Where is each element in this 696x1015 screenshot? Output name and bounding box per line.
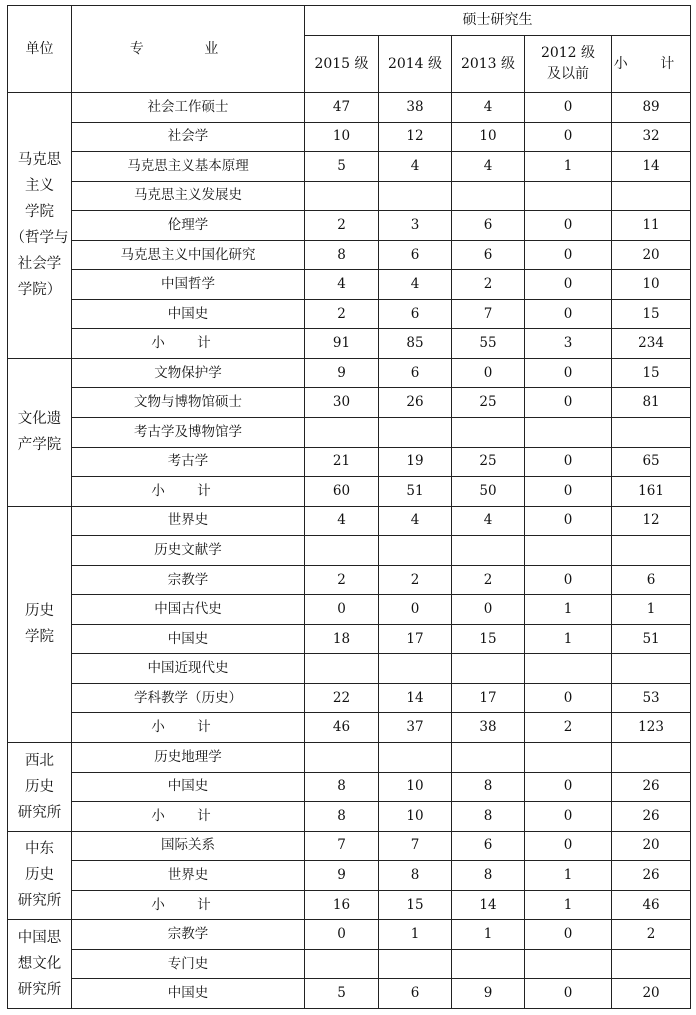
value-cell: [305, 418, 379, 448]
value-cell: [379, 536, 452, 566]
table-row: [8, 358, 691, 388]
unit-cell: [8, 743, 72, 832]
table-row: [8, 240, 691, 270]
unit-line: 想文化: [17, 956, 62, 973]
value-cell: 4: [452, 152, 525, 182]
value-cell: [525, 536, 612, 566]
table-row: [8, 624, 691, 654]
value-cell: 0: [452, 358, 525, 388]
table-row: [8, 211, 691, 241]
value-cell: [379, 654, 452, 684]
unit-line: 主义: [25, 178, 54, 195]
value-cell: 4: [305, 506, 379, 536]
value-cell: 20: [612, 979, 691, 1009]
value-cell: [612, 654, 691, 684]
major-cell: 中国史: [72, 979, 305, 1009]
value-cell: 1: [525, 624, 612, 654]
value-cell: 2: [612, 920, 691, 950]
value-cell: 81: [612, 388, 691, 418]
value-cell: 85: [379, 329, 452, 359]
value-cell: [612, 743, 691, 773]
table-row: [8, 743, 691, 773]
table-row: [8, 920, 691, 950]
major-cell: 中国史: [72, 772, 305, 802]
value-cell: 51: [379, 477, 452, 507]
unit-line: 西北: [25, 752, 54, 769]
header-col-subtotal: 小 计: [612, 36, 691, 93]
value-cell: 0: [525, 93, 612, 123]
unit-line: 中东: [25, 841, 54, 858]
major-cell: 小 计: [72, 713, 305, 743]
header-col-2012-line1: 2012 级: [540, 45, 596, 61]
value-cell: 123: [612, 713, 691, 743]
major-cell: 小 计: [72, 890, 305, 920]
value-cell: 6: [379, 240, 452, 270]
unit-line: 研究所: [17, 804, 62, 821]
unit-cell: [8, 93, 72, 359]
value-cell: 10: [379, 772, 452, 802]
value-cell: 14: [452, 890, 525, 920]
value-cell: 8: [305, 240, 379, 270]
value-cell: 9: [305, 861, 379, 891]
value-cell: 6: [379, 358, 452, 388]
value-cell: 1: [379, 920, 452, 950]
value-cell: 17: [452, 683, 525, 713]
value-cell: 14: [379, 683, 452, 713]
unit-line: 历史: [25, 603, 54, 620]
unit-line: 产学院: [17, 437, 62, 454]
value-cell: 0: [525, 506, 612, 536]
major-cell: 宗教学: [72, 565, 305, 595]
unit-line: 马克思: [17, 152, 62, 169]
value-cell: 5: [305, 979, 379, 1009]
value-cell: 26: [612, 772, 691, 802]
value-cell: 9: [452, 979, 525, 1009]
value-cell: 38: [379, 93, 452, 123]
value-cell: 10: [379, 802, 452, 832]
major-cell: 世界史: [72, 506, 305, 536]
value-cell: 1: [525, 890, 612, 920]
major-cell: 小 计: [72, 802, 305, 832]
header-group: 硕士研究生: [305, 6, 691, 36]
major-cell: 小 计: [72, 477, 305, 507]
value-cell: [379, 181, 452, 211]
unit-line: 研究所: [17, 893, 62, 910]
value-cell: 12: [379, 122, 452, 152]
value-cell: 0: [525, 240, 612, 270]
value-cell: 6: [379, 299, 452, 329]
unit-line: 文化遗: [17, 411, 62, 428]
value-cell: 6: [452, 211, 525, 241]
value-cell: [452, 949, 525, 979]
unit-line: 中国思: [17, 930, 62, 947]
value-cell: 8: [452, 772, 525, 802]
value-cell: [525, 181, 612, 211]
value-cell: 8: [452, 802, 525, 832]
table-row: [8, 565, 691, 595]
unit-line: 学院: [25, 629, 54, 646]
value-cell: [525, 418, 612, 448]
major-cell: 小 计: [72, 329, 305, 359]
unit-line: 学院: [25, 204, 54, 221]
value-cell: [452, 181, 525, 211]
major-cell: 考古学及博物馆学: [72, 418, 305, 448]
value-cell: 8: [452, 861, 525, 891]
value-cell: [305, 743, 379, 773]
major-cell: 中国近现代史: [72, 654, 305, 684]
value-cell: 32: [612, 122, 691, 152]
value-cell: 46: [305, 713, 379, 743]
subtotal-row: [8, 713, 691, 743]
value-cell: [305, 181, 379, 211]
value-cell: 91: [305, 329, 379, 359]
unit-line: 历史: [25, 867, 54, 884]
value-cell: 2: [379, 565, 452, 595]
value-cell: 16: [305, 890, 379, 920]
value-cell: 2: [525, 713, 612, 743]
value-cell: 0: [525, 920, 612, 950]
value-cell: 15: [612, 299, 691, 329]
value-cell: [379, 418, 452, 448]
value-cell: 0: [525, 477, 612, 507]
value-cell: 17: [379, 624, 452, 654]
value-cell: 161: [612, 477, 691, 507]
value-cell: 4: [379, 506, 452, 536]
value-cell: 3: [525, 329, 612, 359]
value-cell: 0: [452, 595, 525, 625]
major-cell: 中国史: [72, 299, 305, 329]
value-cell: 6: [379, 979, 452, 1009]
value-cell: 47: [305, 93, 379, 123]
unit-line: 学院）: [17, 282, 62, 299]
value-cell: 8: [305, 802, 379, 832]
value-cell: 3: [379, 211, 452, 241]
major-cell: 马克思主义基本原理: [72, 152, 305, 182]
value-cell: 0: [525, 683, 612, 713]
value-cell: 7: [379, 831, 452, 861]
table-row: [8, 122, 691, 152]
value-cell: 5: [305, 152, 379, 182]
value-cell: 8: [305, 772, 379, 802]
value-cell: 46: [612, 890, 691, 920]
subtotal-row: [8, 329, 691, 359]
value-cell: 26: [612, 802, 691, 832]
value-cell: [379, 743, 452, 773]
table-row: [8, 654, 691, 684]
table-row: [8, 447, 691, 477]
value-cell: 26: [612, 861, 691, 891]
value-cell: 11: [612, 211, 691, 241]
value-cell: 9: [305, 358, 379, 388]
value-cell: 2: [305, 211, 379, 241]
value-cell: 89: [612, 93, 691, 123]
unit-cell: [8, 358, 72, 506]
value-cell: 2: [305, 299, 379, 329]
value-cell: 50: [452, 477, 525, 507]
value-cell: 22: [305, 683, 379, 713]
value-cell: 6: [452, 240, 525, 270]
table-row: [8, 949, 691, 979]
value-cell: [305, 536, 379, 566]
subtotal-row: [8, 890, 691, 920]
table-row: [8, 979, 691, 1009]
value-cell: 14: [612, 152, 691, 182]
unit-line: 社会学: [17, 256, 62, 273]
value-cell: 1: [525, 152, 612, 182]
value-cell: [612, 181, 691, 211]
value-cell: 234: [612, 329, 691, 359]
major-cell: 马克思主义中国化研究: [72, 240, 305, 270]
table-row: [8, 152, 691, 182]
value-cell: 19: [379, 447, 452, 477]
major-cell: 学科教学（历史）: [72, 683, 305, 713]
header-col-2012: [525, 36, 612, 93]
value-cell: 26: [379, 388, 452, 418]
value-cell: 8: [379, 861, 452, 891]
value-cell: 2: [452, 270, 525, 300]
value-cell: 0: [525, 122, 612, 152]
value-cell: 30: [305, 388, 379, 418]
value-cell: 12: [612, 506, 691, 536]
value-cell: [305, 949, 379, 979]
table-row: [8, 270, 691, 300]
major-cell: 历史地理学: [72, 743, 305, 773]
table-row: [8, 418, 691, 448]
value-cell: [612, 536, 691, 566]
value-cell: 4: [452, 506, 525, 536]
value-cell: 7: [452, 299, 525, 329]
major-cell: 文物与博物馆硕士: [72, 388, 305, 418]
value-cell: 20: [612, 831, 691, 861]
value-cell: 1: [525, 861, 612, 891]
value-cell: [612, 418, 691, 448]
header-unit: 单位: [8, 6, 72, 93]
value-cell: 65: [612, 447, 691, 477]
major-cell: 专门史: [72, 949, 305, 979]
value-cell: 10: [452, 122, 525, 152]
value-cell: 18: [305, 624, 379, 654]
value-cell: 0: [525, 388, 612, 418]
value-cell: 51: [612, 624, 691, 654]
value-cell: 0: [525, 358, 612, 388]
value-cell: [452, 536, 525, 566]
value-cell: 7: [305, 831, 379, 861]
value-cell: 10: [305, 122, 379, 152]
value-cell: 15: [612, 358, 691, 388]
value-cell: [379, 949, 452, 979]
major-cell: 社会学: [72, 122, 305, 152]
value-cell: 2: [305, 565, 379, 595]
value-cell: 1: [525, 595, 612, 625]
value-cell: 1: [452, 920, 525, 950]
enrollment-table: [7, 5, 691, 1009]
value-cell: 0: [525, 447, 612, 477]
value-cell: [525, 654, 612, 684]
value-cell: 4: [379, 152, 452, 182]
table-row: [8, 506, 691, 536]
value-cell: 0: [525, 299, 612, 329]
value-cell: [452, 418, 525, 448]
value-cell: 0: [305, 920, 379, 950]
subtotal-row: [8, 477, 691, 507]
value-cell: 0: [525, 211, 612, 241]
table-row: [8, 388, 691, 418]
table-row: [8, 861, 691, 891]
header-col-2013: 2013 级: [452, 36, 525, 93]
value-cell: 6: [612, 565, 691, 595]
major-cell: 考古学: [72, 447, 305, 477]
major-cell: 中国哲学: [72, 270, 305, 300]
major-cell: 历史文献学: [72, 536, 305, 566]
value-cell: 21: [305, 447, 379, 477]
value-cell: 0: [525, 772, 612, 802]
value-cell: 60: [305, 477, 379, 507]
table-row: [8, 299, 691, 329]
value-cell: 4: [305, 270, 379, 300]
value-cell: [525, 743, 612, 773]
value-cell: 37: [379, 713, 452, 743]
major-cell: 伦理学: [72, 211, 305, 241]
unit-cell: [8, 920, 72, 1009]
table-row: [8, 181, 691, 211]
value-cell: 6: [452, 831, 525, 861]
major-cell: 马克思主义发展史: [72, 181, 305, 211]
major-cell: 社会工作硕士: [72, 93, 305, 123]
value-cell: 15: [379, 890, 452, 920]
subtotal-row: [8, 802, 691, 832]
value-cell: 0: [525, 565, 612, 595]
value-cell: [452, 654, 525, 684]
value-cell: 15: [452, 624, 525, 654]
value-cell: 53: [612, 683, 691, 713]
value-cell: 20: [612, 240, 691, 270]
major-cell: 文物保护学: [72, 358, 305, 388]
value-cell: [305, 654, 379, 684]
value-cell: [612, 949, 691, 979]
unit-cell: [8, 506, 72, 742]
value-cell: 2: [452, 565, 525, 595]
table-row: [8, 772, 691, 802]
unit-line: （哲学与: [10, 230, 69, 247]
table-row: [8, 93, 691, 123]
table-row: [8, 831, 691, 861]
table-row: [8, 595, 691, 625]
value-cell: 25: [452, 447, 525, 477]
value-cell: 38: [452, 713, 525, 743]
value-cell: 1: [612, 595, 691, 625]
value-cell: 10: [612, 270, 691, 300]
value-cell: [525, 949, 612, 979]
value-cell: 25: [452, 388, 525, 418]
value-cell: 4: [379, 270, 452, 300]
value-cell: 0: [379, 595, 452, 625]
header-col-2014: 2014 级: [379, 36, 452, 93]
value-cell: 0: [305, 595, 379, 625]
unit-line: 历史: [25, 778, 54, 795]
value-cell: [452, 743, 525, 773]
major-cell: 宗教学: [72, 920, 305, 950]
value-cell: 4: [452, 93, 525, 123]
unit-line: 研究所: [17, 982, 62, 999]
major-cell: 国际关系: [72, 831, 305, 861]
value-cell: 0: [525, 979, 612, 1009]
value-cell: 0: [525, 270, 612, 300]
value-cell: 0: [525, 802, 612, 832]
table-row: [8, 683, 691, 713]
header-col-2015: 2015 级: [305, 36, 379, 93]
header-major: 专 业: [72, 6, 305, 93]
major-cell: 中国史: [72, 624, 305, 654]
table-row: [8, 536, 691, 566]
header-col-2012-line2: 及以前: [547, 66, 589, 82]
major-cell: 世界史: [72, 861, 305, 891]
unit-cell: [8, 831, 72, 920]
table-body: [8, 93, 691, 1009]
major-cell: 中国古代史: [72, 595, 305, 625]
value-cell: 0: [525, 831, 612, 861]
value-cell: 55: [452, 329, 525, 359]
